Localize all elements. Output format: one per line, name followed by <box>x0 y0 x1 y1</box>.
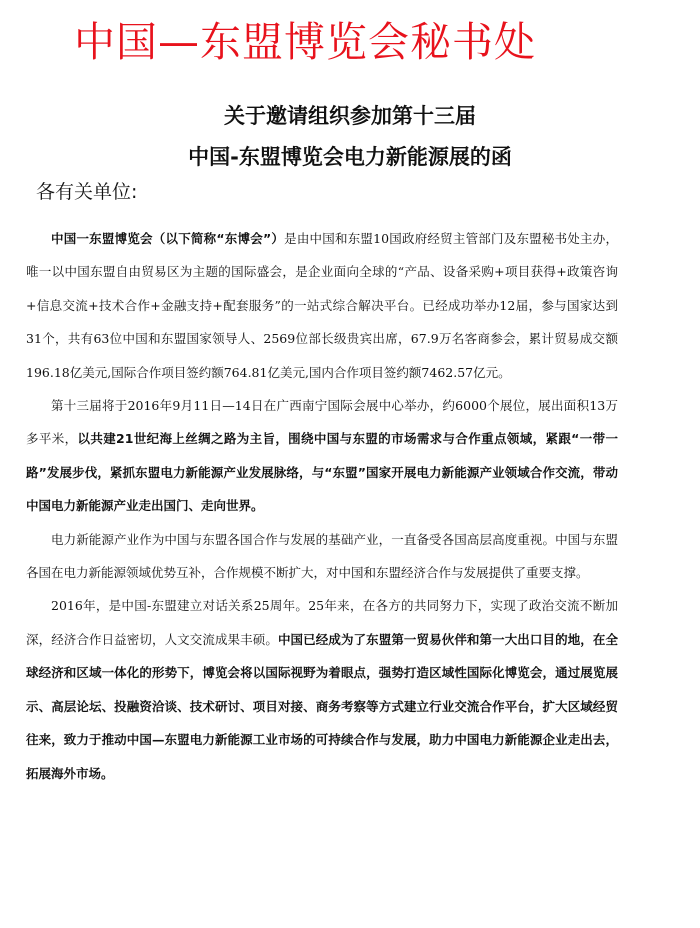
paragraph-text: 第十三届将于2016年9月11日—14日在广西南宁国际会展中心举办，约6000个展位，展出面积13万多平米， <box>26 398 618 447</box>
letter-body <box>26 222 618 790</box>
letter-title-line-1: 关于邀请组织参加第十三届 <box>224 104 476 128</box>
letter-title-line-2: 中国-东盟博览会电力新能源展的函 <box>188 145 512 169</box>
paragraph-lead-bold: 中国一东盟博览会（以下简称“东博会”） <box>51 231 285 246</box>
paragraph-industry <box>26 523 618 590</box>
paragraph-text: 2016年，是中国-东盟建立对话关系25周年。25年来，在各方的共同努力下，实现了政治交流不断加深，经济合作日益密切，人文交流成果丰硕。 <box>26 598 618 647</box>
paragraph-text: 电力新能源产业作为中国与东盟各国合作与发展的基础产业，一直备受各国高层高度重视。中国与东盟各国在电力新能源领域优势互补，合作规模不断扩大，对中国和东盟经济合作与发展提供了重要支撑。 <box>26 531 618 581</box>
paragraph-tail-bold: 中国已经成为了东盟第一贸易伙伴和第一大出口目的地，在全球经济和区域一体化的形势下，博览会将以国际视野为着眼点，强势打造区域性国际化博览会，通过展览展示、高层论坛、投融资洽谈、技术研讨、项目对接、商务考察等方式建立行业交流合作平台，扩大区域经贸往来，致力于推动中国—东盟电力新能源工业市场的可持续合作与发展，助力中国电力新能源企业走出去，拓展海外市场。 <box>26 631 618 781</box>
paragraph-text: 是由中国和东盟10国政府经贸主管部门及东盟秘书处主办，唯一以中国东盟自由贸易区为主题的国际盛会，是企业面向全球的“产品、设备采购+项目获得+政策咨询+信息交流+技术合作+金融支持+配套服务”的一站式综合解决平台。已经成功举办12届，参与国家达到31个，共有63位中国和东盟国家领导人、2569位部长级贵宾出席，67.9万名客商参会，累计贸易成交额196.18亿美元,国际合作项目签约额764.81亿美元,国内合作项目签约额7462.57亿元。 <box>26 231 618 380</box>
paragraph-expo-details <box>26 389 618 523</box>
paragraph-introduction <box>26 222 618 389</box>
paragraph-anniversary <box>26 589 618 789</box>
salutation: 各有关单位: <box>36 181 138 203</box>
paragraph-tail-bold: 以共建21世纪海上丝绸之路为主旨，围绕中国与东盟的市场需求与合作重点领域，紧跟“一带一路”发展步伐，紧抓东盟电力新能源产业发展脉络，与“东盟”国家开展电力新能源产业领域合作交流，带动中国电力新能源产业走出国门、走向世界。 <box>26 431 618 514</box>
letterhead-title: 中国—东盟博览会秘书处 <box>74 18 536 66</box>
